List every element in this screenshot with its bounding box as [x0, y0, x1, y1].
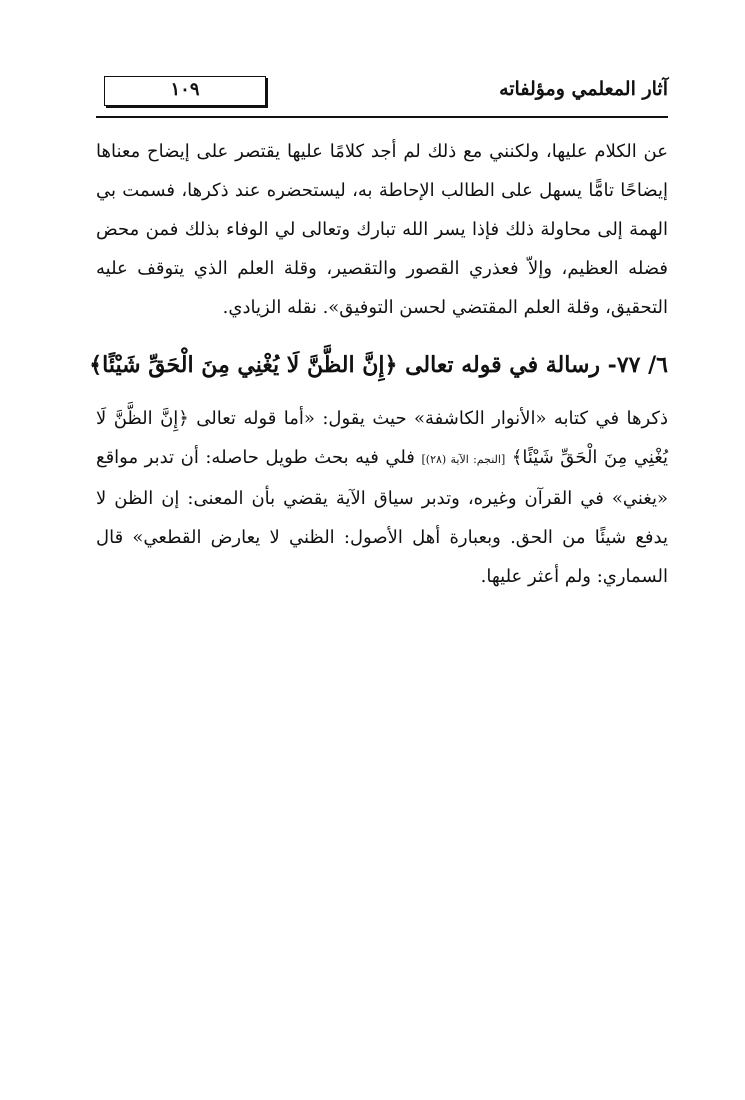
section-heading: ٦/ ٧٧- رسالة في قوله تعالى ﴿إِنَّ الظَّنَّ لَا يُغْنِي مِنَ الْحَقِّ شَيْئًا﴾: [89, 352, 668, 378]
header-divider: [96, 116, 668, 118]
page-number-box: [104, 76, 266, 106]
body-paragraph-2: [96, 399, 668, 596]
paragraph-text-part-2: فلي فيه بحث طويل حاصله: أن تدبر مواقع «يغني» في القرآن وغيره، وتدبر سياق الآية يقضي بأن المعنى: إن الظن لا يدفع شيئًا من الحق. وبعبارة أهل الأصول: الظني لا يعارض القطعي» قال السماري: ولم أعثر عليها.: [96, 447, 668, 587]
page-content: [89, 132, 668, 596]
quran-reference: [النجم: الآية (٢٨)]: [421, 453, 506, 466]
running-title: آثار المعلمي ومؤلفاته: [499, 78, 668, 100]
page-header: [96, 74, 668, 116]
body-paragraph: عن الكلام عليها، ولكنني مع ذلك لم أجد كلامًا عليها يقتصر على إيضاح معناها إيضاحًا تامًّا يسهل على الطالب الإحاطة به، ليستحضره عند ذكرها، فسمت بي الهمة إلى محاولة ذلك فإذا يسر الله تبارك وتعالى لي الوفاء بذلك فمن محض فضله العظيم، وإلاّ فعذري القصور والتقصير، وقلة العلم الذي يتوقف عليه التحقيق، وقلة العلم المقتضي لحسن التوفيق». نقله الزيادي.: [96, 141, 668, 318]
paragraph-text-part-1: ذكرها في كتابه «الأنوار الكاشفة» حيث يقول: «أما قوله تعالى ﴿إِنَّ الظَّنَّ لَا يُغْنِي مِنَ الْحَقِّ شَيْئًا﴾: [96, 408, 668, 468]
page-number: ١٠٩: [170, 79, 200, 100]
